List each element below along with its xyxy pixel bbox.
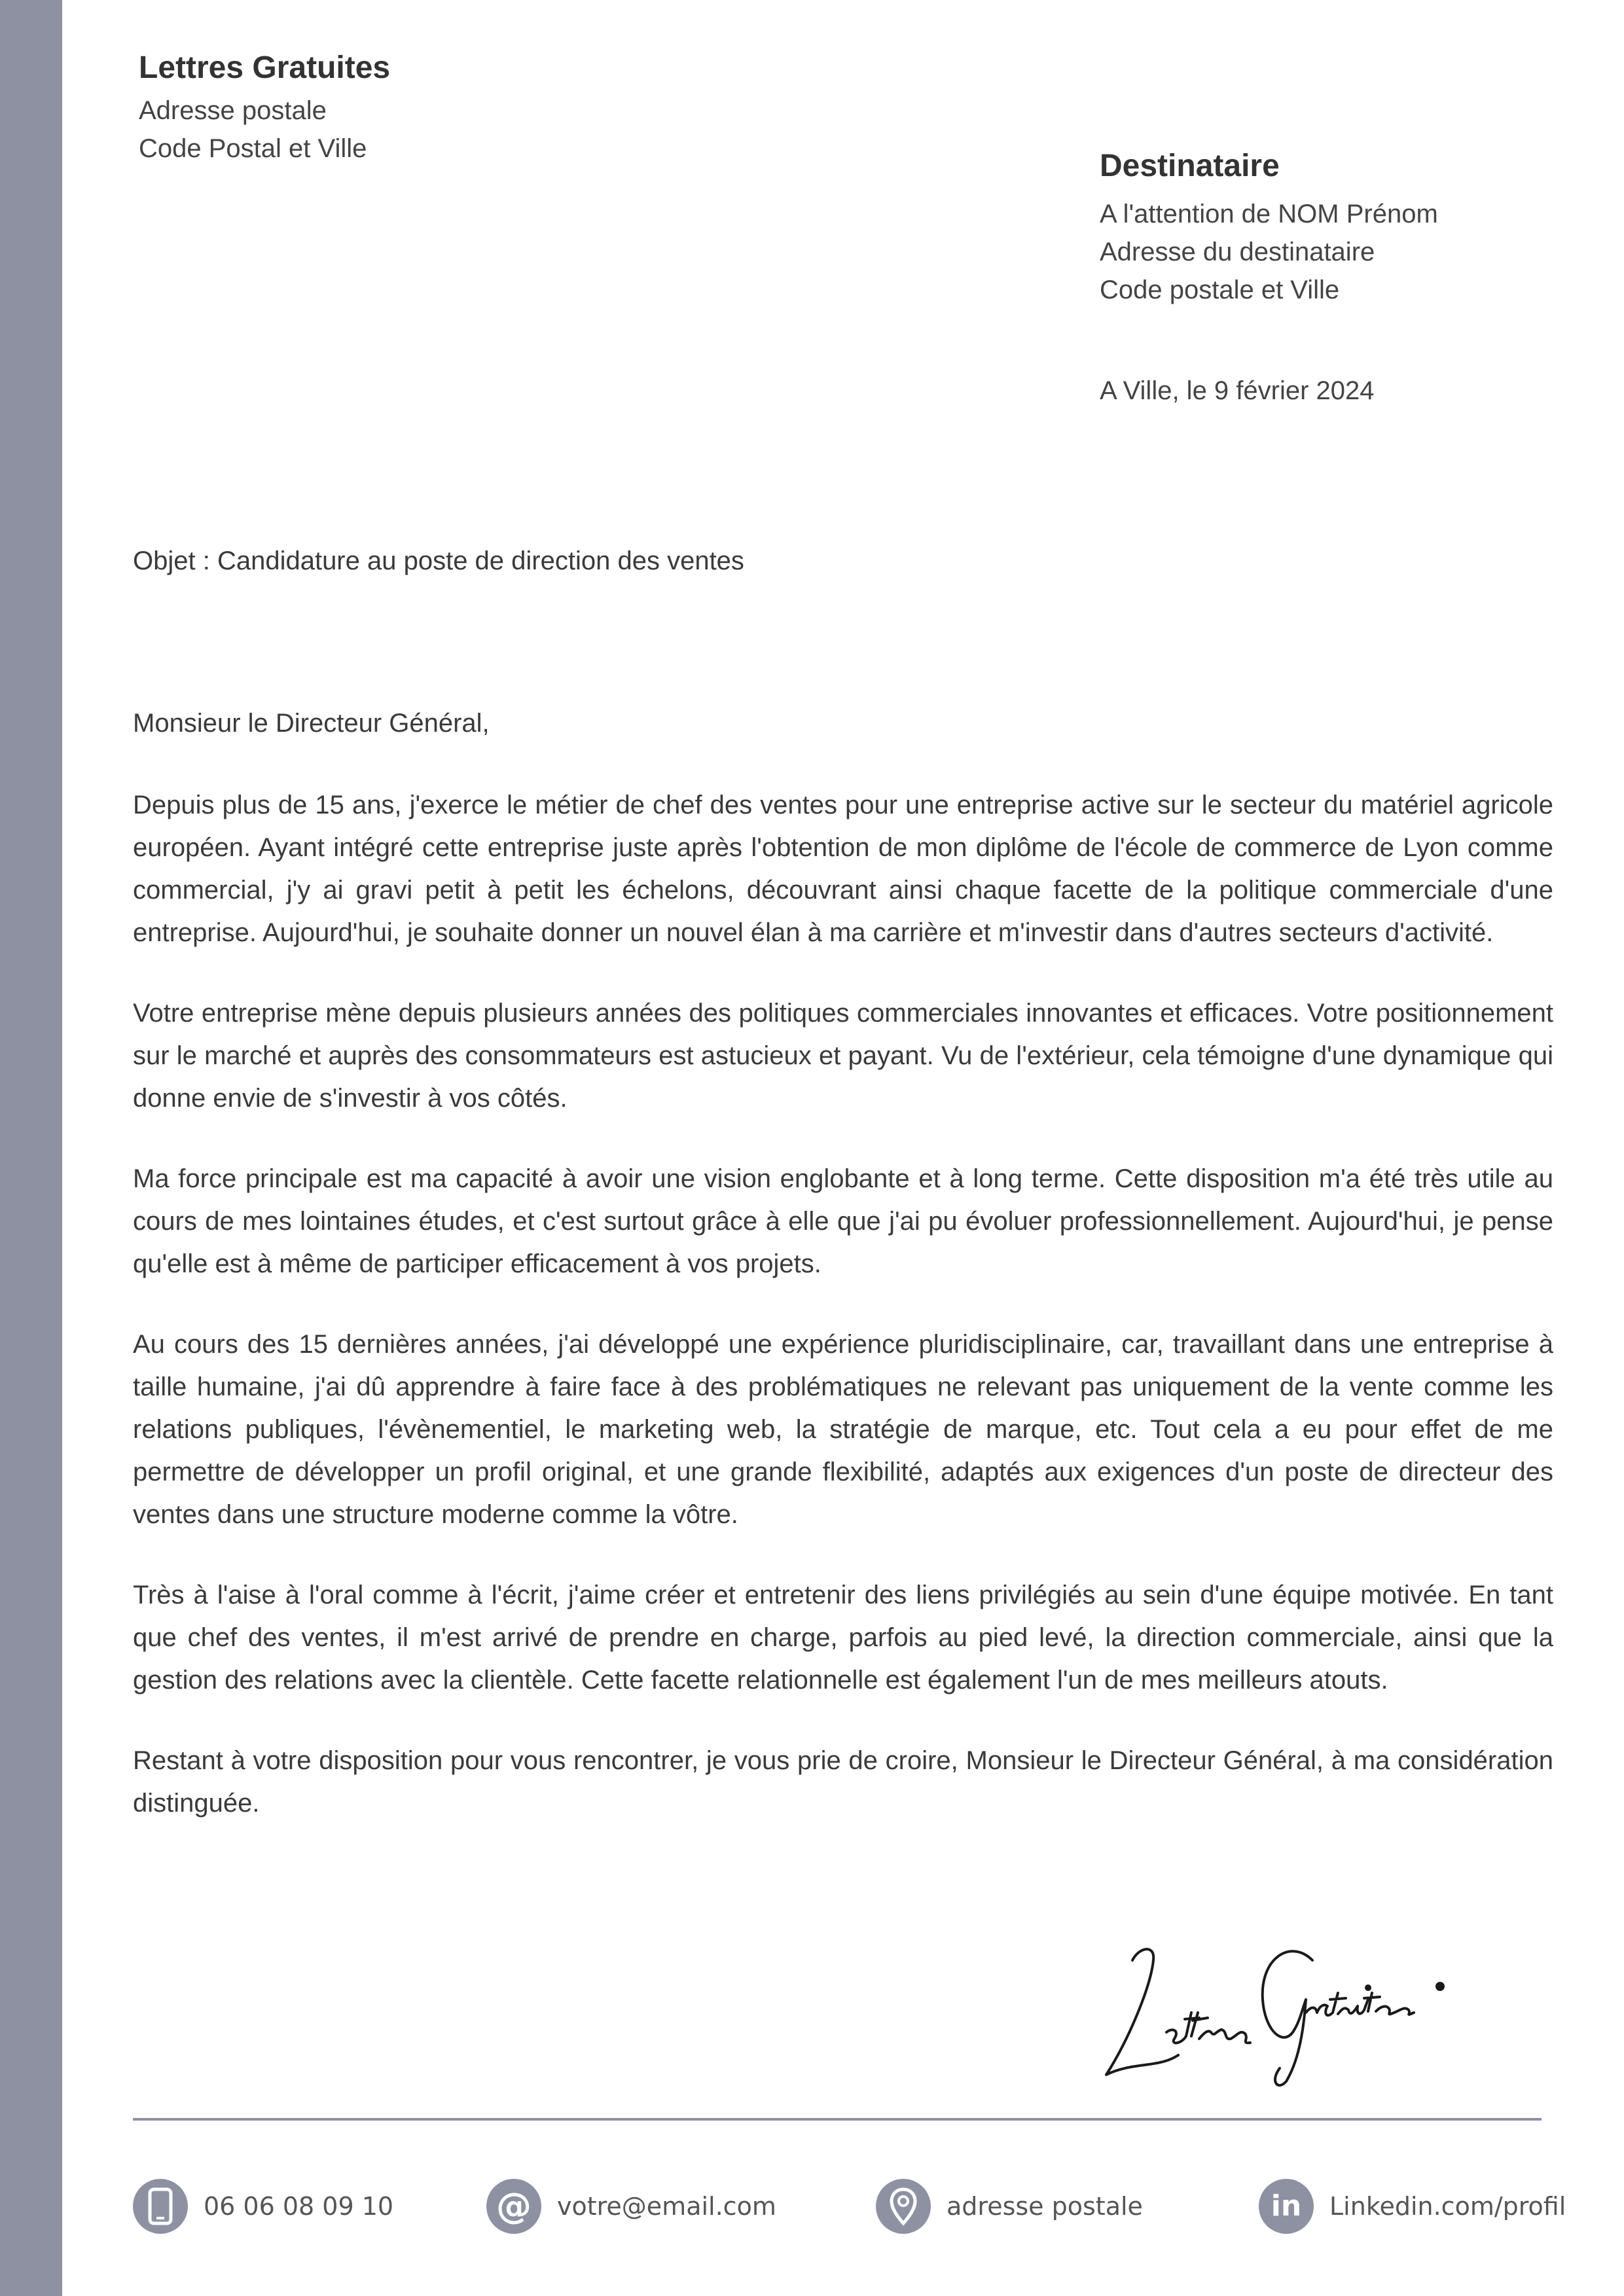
- body-paragraph: Depuis plus de 15 ans, j'exerce le métier de chef des ventes pour une entreprise active sur le secteur du matériel agricole européen. Ayant intégré cette entreprise juste après l'obtention de mon diplôme de l'école de commerce de Lyon comme commercial, j'y ai gravi petit à petit les échelons, découvrant ainsi chaque facette de la politique commerciale d'une entreprise. Aujourd'hui, je souhaite donner un nouvel élan à ma carrière et m'investir dans d'autres secteurs d'activité.: [133, 791, 1553, 947]
- sender-name: Lettres Gratuites: [139, 50, 391, 85]
- recipient-city: Code postale et Ville: [1100, 276, 1340, 304]
- at-icon: @: [486, 2179, 541, 2234]
- body-paragraph: Très à l'aise à l'oral comme à l'écrit, j'aime créer et entretenir des liens privilégiés au sein d'une équipe motivée. En tant que chef des ventes, il m'est arrivé de prendre en charge, parfois au pied levé, la direction commerciale, ainsi que la gestion des relations avec la clientèle. Cette facette relationnelle est également l'un de mes meilleurs atouts.: [133, 1581, 1553, 1695]
- recipient-address: Adresse du destinataire: [1100, 238, 1375, 266]
- location-pin-icon: [876, 2179, 931, 2234]
- sender-address: Adresse postale: [139, 96, 327, 125]
- body-paragraph: Votre entreprise mène depuis plusieurs années des politiques commerciales innovantes et efficaces. Votre positionnement sur le marché et auprès des consommateurs est astucieux et payant. Vu de l'extérieur, cela témoigne d'une dynamique qui donne envie de s'investir à vos côtés.: [133, 999, 1553, 1113]
- letter-subject: Objet : Candidature au poste de direction des ventes: [133, 547, 744, 575]
- contact-phone: [133, 2178, 393, 2234]
- sender-block: [139, 45, 390, 168]
- contact-footer: [133, 2178, 1573, 2244]
- contact-linkedin-text[interactable]: Linkedin.com/profil: [1329, 2192, 1566, 2221]
- letter-date: A Ville, le 9 février 2024: [1100, 376, 1375, 405]
- contact-linkedin[interactable]: [1259, 2178, 1566, 2234]
- letter-salutation: Monsieur le Directeur Général,: [133, 709, 490, 738]
- contact-phone-text: 06 06 08 09 10: [204, 2192, 394, 2221]
- recipient-block: [1100, 143, 1438, 309]
- sidebar-accent-strip: [0, 0, 62, 2296]
- recipient-attention: A l'attention de NOM Prénom: [1100, 200, 1438, 228]
- contact-email[interactable]: [486, 2178, 776, 2234]
- body-paragraph: Ma force principale est ma capacité à avoir une vision englobante et à long terme. Cette disposition m'a été très utile au cours de mes lointaines études, et c'est surtout grâce à elle que j'ai pu évoluer professionnellement. Aujourd'hui, je pense qu'elle est à même de participer efficacement à vos projets.: [133, 1164, 1553, 1278]
- contact-email-text[interactable]: votre@email.com: [557, 2192, 776, 2221]
- handwritten-signature: [1093, 1914, 1486, 2091]
- body-paragraph: Restant à votre disposition pour vous rencontrer, je vous prie de croire, Monsieur le Directeur Général, à ma considération distinguée.: [133, 1746, 1553, 1818]
- signature-drawing: [1093, 1914, 1486, 2091]
- letter-body: [133, 784, 1553, 1863]
- footer-divider: [133, 2118, 1542, 2121]
- recipient-title: Destinataire: [1100, 149, 1280, 183]
- contact-address-text: adresse postale: [947, 2192, 1143, 2221]
- linkedin-icon: in: [1259, 2179, 1314, 2234]
- contact-address: [876, 2178, 1143, 2234]
- body-paragraph: Au cours des 15 dernières années, j'ai développé une expérience pluridisciplinaire, car, travaillant dans une entreprise à taille humaine, j'ai dû apprendre à faire face à des problématiques ne relevant pas uniquement de la vente comme les relations publiques, l'évènementiel, le marketing web, la stratégie de marque, etc. Tout cela a eu pour effet de me permettre de développer un profil original, et une grande flexibilité, adaptés aux exigences d'un poste de directeur des ventes dans une structure moderne comme la vôtre.: [133, 1330, 1553, 1529]
- sender-city: Code Postal et Ville: [139, 134, 367, 163]
- phone-icon: [133, 2179, 188, 2234]
